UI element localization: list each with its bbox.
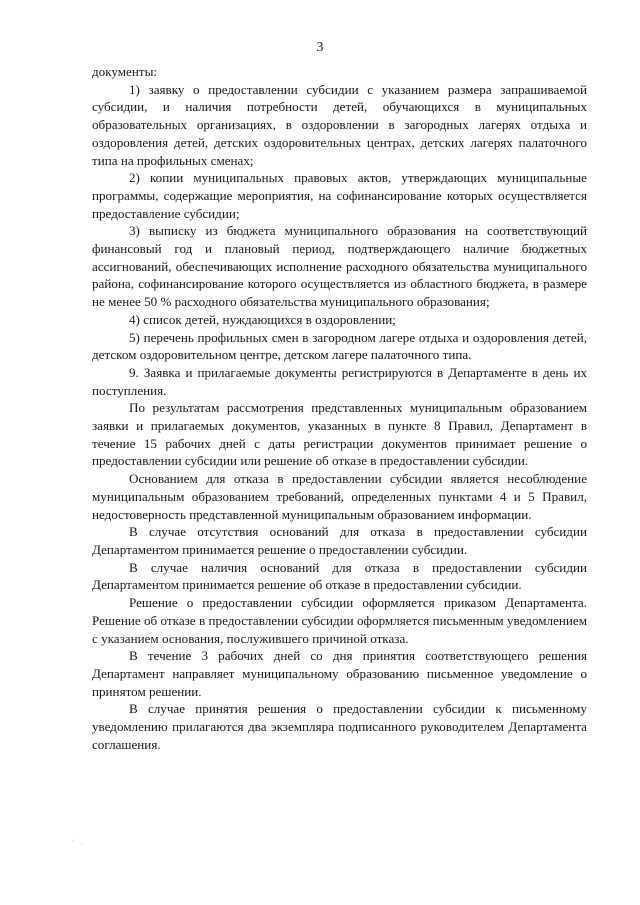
paragraph-grounds-refusal-decision: В случае наличия оснований для отказа в предоставлении субсидии Департаментом принимается решение об отказе в предоставлении субсидии.	[92, 559, 587, 593]
scan-edge-marks: ʻ .	[72, 838, 85, 847]
paragraph-agreement-copies: В случае принятия решения о предоставлении субсидии к письменному уведомлению прилагаются два экземпляра подписанного руководителем Департамента соглашения.	[92, 701, 587, 752]
paragraph-item-3-budget-extract: 3) выписку из бюджета муниципального образования на соответствующий финансовый год и плановый период, подтверждающего наличие бюджетных ассигнований, обеспечивающих исполнение расходного обязательства муниципального района, софинансирование которого осуществляется из областного бюджета, в размере не менее 50 % расходного обязательства муниципального образования;	[92, 223, 587, 310]
paragraph-item-5-shift-list: 5) перечень профильных смен в загородном лагере отдыха и оздоровления детей, детском оздоровительном центре, детском лагере палаточного типа.	[92, 329, 587, 363]
paragraph-refusal-grounds: Основанием для отказа в предоставлении субсидии является несоблюдение муниципальным образованием требований, определенных пунктами 4 и 5 Правил, недостоверность представленной муниципальным образованием информации.	[92, 471, 587, 522]
paragraph-item-2-legal-acts: 2) копии муниципальных правовых актов, утверждающих муниципальные программы, содержащие мероприятия, на софинансирование которых осуществляется предоставление субсидии;	[92, 170, 587, 221]
paragraph-notification-deadline: В течение 3 рабочих дней со дня принятия соответствующего решения Департамент направляет муниципальному образованию письменное уведомление о принятом решении.	[92, 648, 587, 699]
paragraph-item-4-children-list: 4) список детей, нуждающихся в оздоровлении;	[129, 311, 396, 327]
document-body	[92, 63, 587, 753]
paragraph-item-1-application: 1) заявку о предоставлении субсидии с указанием размера запрашиваемой субсидии, и наличия потребности детей, обучающихся в муниципальных образовательных организациях, в оздоровлении в загородных лагерях отдыха и оздоровления детей, детских оздоровительных центрах, детских лагерях палаточного типа на профильных сменах;	[92, 81, 587, 168]
paragraph-review-results: По результатам рассмотрения представленных муниципальным образованием заявки и прилагаемых документов, указанных в пункте 8 Правил, Департамент в течение 15 рабочих дней с даты регистрации документов принимает решение о предоставлении субсидии или решение об отказе в предоставлении субсидии.	[92, 400, 587, 469]
paragraph-decision-formalization: Решение о предоставлении субсидии оформляется приказом Департамента. Решение об отказе в предоставлении субсидии оформляется письменным уведомлением с указанием основания, послужившего причиной отказа.	[92, 595, 587, 646]
page-number: 3	[316, 40, 324, 55]
paragraph-no-grounds-decision: В случае отсутствия оснований для отказа в предоставлении субсидии Департаментом принимается решение о предоставлении субсидии.	[92, 524, 587, 557]
paragraph-9-registration: 9. Заявка и прилагаемые документы регистрируются в Департаменте в день их поступления.	[92, 364, 587, 398]
paragraph-documents-label: документы:	[92, 64, 158, 79]
